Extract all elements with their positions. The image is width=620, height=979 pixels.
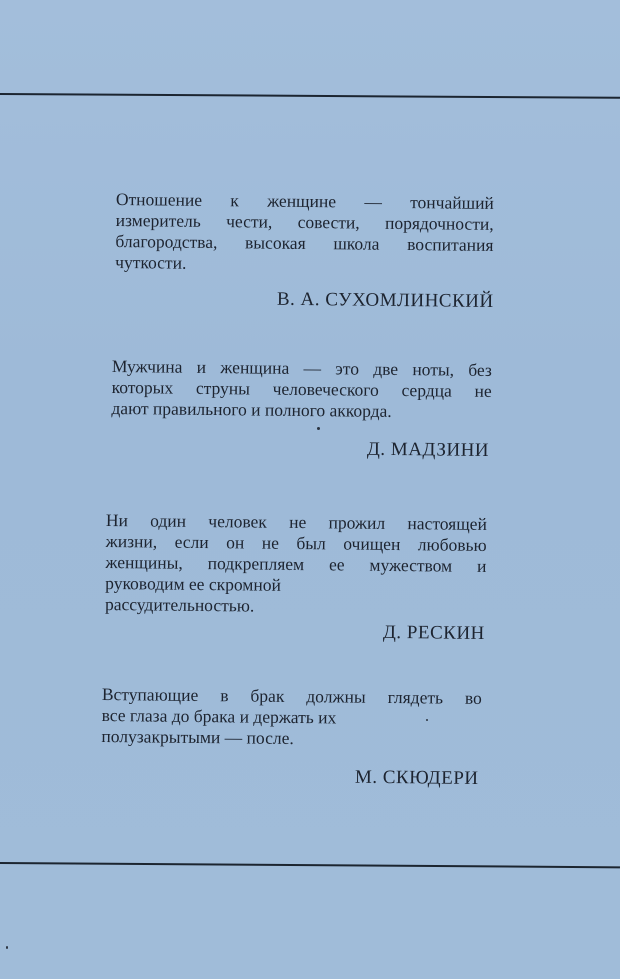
quote-line: рассудительностью. xyxy=(104,593,255,616)
quote-3 xyxy=(105,510,487,619)
print-speck xyxy=(426,719,428,721)
quote-line: женщины, подкрепляем ее мужеством и xyxy=(105,551,487,576)
quote-line: которых струны человеческого сердца не xyxy=(111,376,492,401)
bottom-rule xyxy=(0,862,620,868)
print-speck xyxy=(6,946,8,949)
quote-line: Ни один человек не прожил настоящей xyxy=(105,510,487,534)
print-speck xyxy=(317,427,320,430)
quote-author: М. СКЮДЕРИ xyxy=(355,766,479,789)
quote-line: Мужчина и женщина — это две ноты, без xyxy=(111,356,492,380)
quote-line: руководим ее скромной xyxy=(105,572,281,595)
quote-line: измеритель чести, совести, порядочности, xyxy=(115,209,494,234)
quote-2 xyxy=(111,356,492,423)
top-rule xyxy=(0,93,620,99)
quote-line: Вступающие в брак должны глядеть во xyxy=(101,684,482,708)
quote-author: В. А. СУХОМЛИНСКИЙ xyxy=(277,288,494,312)
quote-author: Д. МАДЗИНИ xyxy=(366,438,489,461)
quote-author: Д. РЕСКИН xyxy=(382,621,485,644)
quote-line: полузакрытыми — после. xyxy=(101,725,294,749)
quote-line: дают правильного и полного аккорда. xyxy=(111,397,392,421)
quote-line: Отношение к женщине — тончайший xyxy=(115,189,494,213)
quote-line: благородства, высокая школа воспитания xyxy=(115,230,494,255)
quote-1 xyxy=(115,189,494,277)
quote-line: все глаза до брака и держать их xyxy=(101,704,337,728)
quote-4 xyxy=(101,684,482,751)
quote-line: чуткости. xyxy=(115,251,187,273)
quote-line: жизни, если он не был очищен любовью xyxy=(105,530,487,555)
